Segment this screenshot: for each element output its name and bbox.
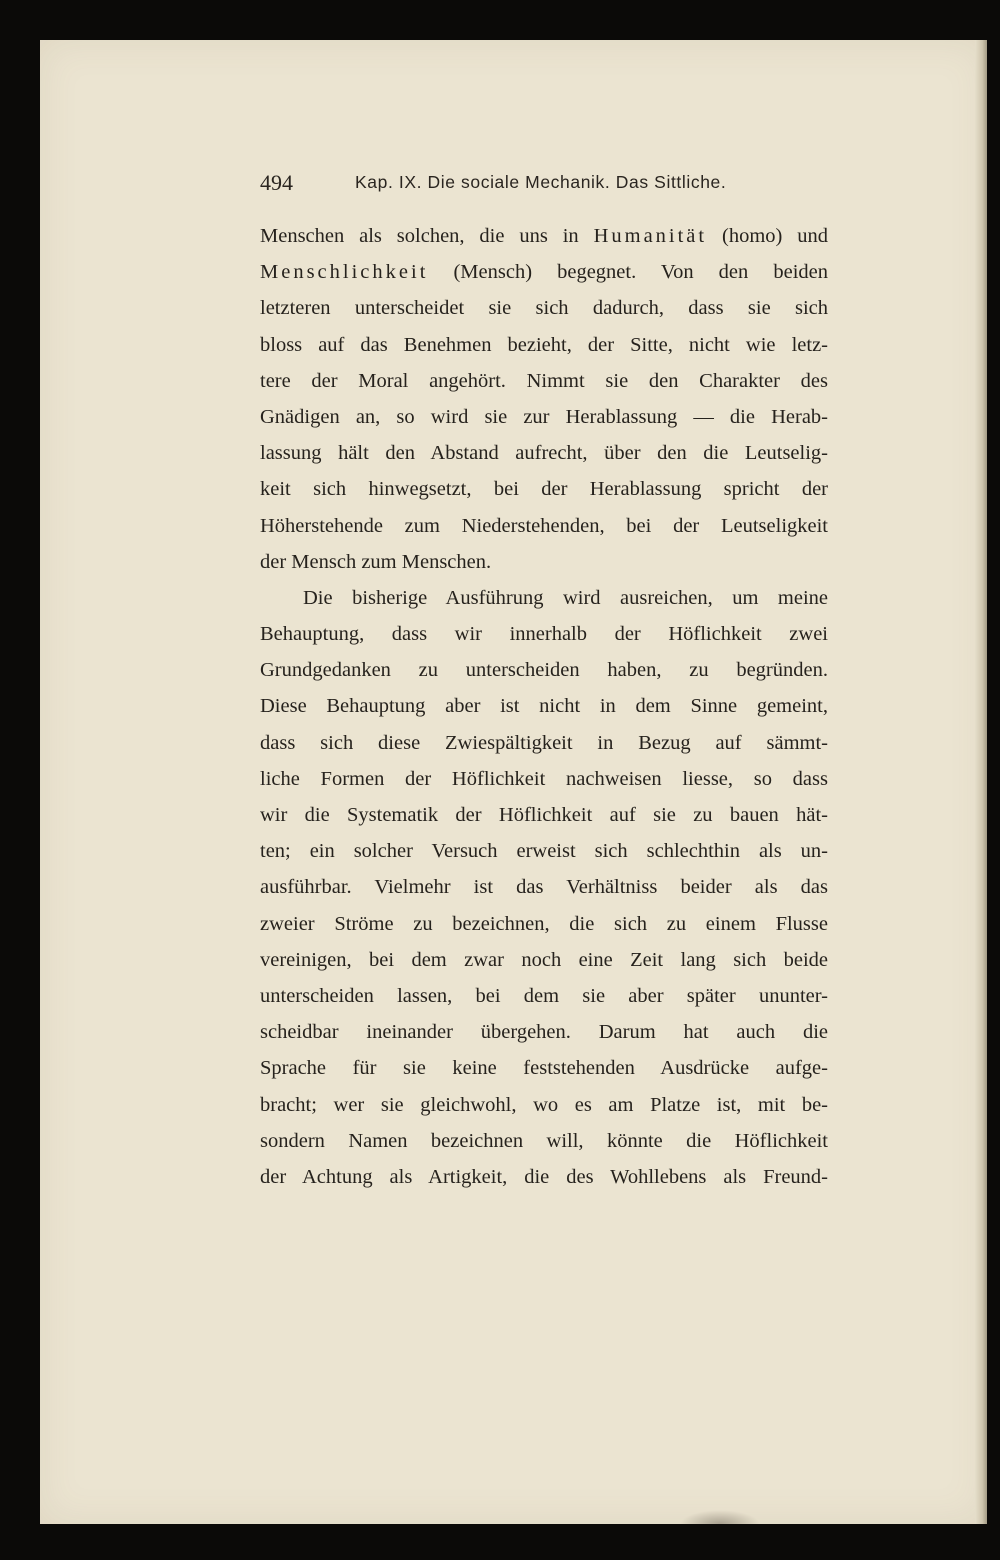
text-segment: letzteren unterscheidet sie sich dadurch, dass sie sich	[260, 297, 828, 320]
text-line	[260, 978, 828, 1014]
text-segment: bloss auf das Benehmen bezieht, der Sitte, nicht wie letz-	[260, 333, 828, 356]
text-line	[260, 399, 828, 435]
text-segment: ausführbar. Vielmehr ist das Verhältniss beider als das	[260, 876, 828, 899]
text-line	[260, 1050, 828, 1086]
running-head	[260, 170, 840, 200]
text-segment: scheidbar ineinander übergehen. Darum hat auch die	[260, 1021, 828, 1044]
page-smudge	[680, 1510, 760, 1524]
text-line	[260, 580, 828, 616]
text-segment: (homo) und	[707, 225, 828, 247]
text-line	[260, 652, 828, 688]
text-segment: Die bisherige Ausführung wird ausreichen, um meine	[303, 586, 828, 609]
text-segment: Diese Behauptung aber ist nicht in dem Sinne gemeint,	[260, 695, 828, 718]
text-line	[260, 254, 828, 290]
text-line	[260, 544, 828, 580]
text-line	[260, 725, 828, 761]
text-segment: tere der Moral angehört. Nimmt sie den Charakter des	[260, 369, 828, 392]
text-segment: sondern Namen bezeichnen will, könnte die Höflichkeit	[260, 1129, 828, 1152]
text-segment: unterscheiden lassen, bei dem sie aber später ununter-	[260, 984, 828, 1007]
text-segment: dass sich diese Zwiespältigkeit in Bezug auf sämmt-	[260, 731, 828, 754]
text-line	[260, 218, 828, 254]
text-line	[260, 471, 828, 507]
page-edge	[975, 40, 987, 1524]
text-line	[260, 508, 828, 544]
text-line	[260, 616, 828, 652]
text-segment: liche Formen der Höflichkeit nachweisen liesse, so dass	[260, 767, 828, 790]
text-segment: zweier Ströme zu bezeichnen, die sich zu einem Flusse	[260, 912, 828, 935]
spaced-emphasis: Menschlichkeit	[260, 261, 429, 284]
text-line	[260, 435, 828, 471]
text-segment: Sprache für sie keine feststehenden Ausdrücke aufge-	[260, 1057, 828, 1080]
text-line	[260, 942, 828, 978]
text-segment: Höherstehende zum Niederstehenden, bei der Leutseligkeit	[260, 514, 828, 537]
text-segment: (Mensch) begegnet. Von den beiden	[428, 261, 828, 284]
body-text	[260, 218, 828, 1195]
text-segment: bracht; wer sie gleichwohl, wo es am Platze ist, mit be-	[260, 1093, 828, 1116]
text-line	[260, 1087, 828, 1123]
text-segment: Behauptung, dass wir innerhalb der Höflichkeit zwei	[260, 623, 828, 646]
text-line	[260, 761, 828, 797]
text-line	[260, 1123, 828, 1159]
text-line	[260, 869, 828, 905]
running-head-title: Kap. IX. Die sociale Mechanik. Das Sittliche.	[355, 172, 727, 192]
text-line	[260, 906, 828, 942]
text-line	[260, 688, 828, 724]
text-line	[260, 1159, 828, 1195]
text-segment: vereinigen, bei dem zwar noch eine Zeit lang sich beide	[260, 948, 828, 971]
text-segment: keit sich hinwegsetzt, bei der Herablassung spricht der	[260, 478, 828, 501]
text-segment: Grundgedanken zu unterscheiden haben, zu begründen.	[260, 659, 828, 682]
text-line	[260, 1014, 828, 1050]
text-line	[260, 797, 828, 833]
text-segment: der Achtung als Artigkeit, die des Wohllebens als Freund-	[260, 1165, 828, 1188]
text-segment: Menschen als solchen, die uns in	[260, 225, 594, 247]
spaced-emphasis: Humanität	[593, 225, 708, 247]
text-line	[260, 327, 828, 363]
text-line	[260, 290, 828, 326]
page-number: 494	[260, 170, 293, 195]
text-segment: lassung hält den Abstand aufrecht, über den die Leutselig-	[260, 442, 828, 465]
text-segment: der Mensch zum Menschen.	[260, 550, 492, 573]
text-line	[260, 363, 828, 399]
text-segment: ten; ein solcher Versuch erweist sich schlechthin als un-	[260, 840, 828, 863]
text-segment: Gnädigen an, so wird sie zur Herablassung — die Herab-	[260, 405, 828, 428]
text-segment: wir die Systematik der Höflichkeit auf sie zu bauen hät-	[260, 804, 828, 826]
text-line	[260, 833, 828, 869]
